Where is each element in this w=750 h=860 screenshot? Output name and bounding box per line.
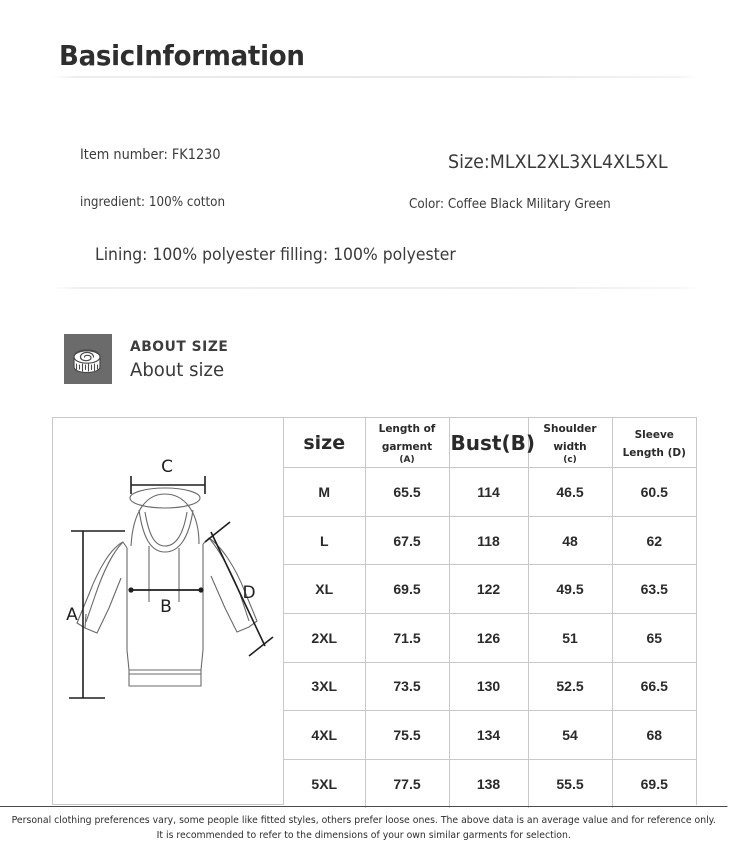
table-row — [284, 468, 696, 517]
about-size-title-sub: About size — [130, 359, 225, 381]
cell-length: 71.5 — [365, 614, 449, 663]
about-size-title-en: ABOUT SIZE — [130, 339, 229, 355]
table-row — [284, 516, 696, 565]
cell-bust: 122 — [449, 565, 528, 614]
diagram-label-b: B — [160, 597, 172, 617]
size-chart — [52, 417, 697, 805]
cell-bust: 130 — [449, 662, 528, 711]
table-row — [284, 759, 696, 808]
table-row — [284, 711, 696, 760]
cell-bust: 118 — [449, 516, 528, 565]
cell-sleeve: 62 — [612, 516, 696, 565]
cell-shoulder: 49.5 — [528, 565, 612, 614]
page-title: BasicInformation — [59, 39, 305, 72]
cell-sleeve: 69.5 — [612, 759, 696, 808]
cell-size: 4XL — [284, 711, 365, 760]
cell-shoulder: 55.5 — [528, 759, 612, 808]
column-header-bust: Bust(B) — [449, 418, 528, 468]
column-header-sleeve: Sleeve Length (D) — [612, 418, 696, 468]
cell-size: 5XL — [284, 759, 365, 808]
table-row — [284, 565, 696, 614]
cell-shoulder: 52.5 — [528, 662, 612, 711]
cell-sleeve: 66.5 — [612, 662, 696, 711]
cell-sleeve: 65 — [612, 614, 696, 663]
cell-shoulder: 46.5 — [528, 468, 612, 517]
about-size-heading — [64, 334, 234, 384]
diagram-label-d: D — [242, 583, 256, 603]
column-header-shoulder: Shoulder width (c) — [528, 418, 612, 468]
section-divider — [52, 287, 698, 289]
column-header-size: size — [284, 418, 365, 468]
cell-length: 65.5 — [365, 468, 449, 517]
cell-length: 75.5 — [365, 711, 449, 760]
about-size-text — [130, 334, 234, 381]
diagram-label-c: C — [161, 457, 173, 477]
cell-length: 73.5 — [365, 662, 449, 711]
info-ingredient: ingredient: 100% cotton — [80, 195, 226, 210]
column-header-length: Length of garment (A) — [365, 418, 449, 468]
cell-size: M — [284, 468, 365, 517]
cell-sleeve: 68 — [612, 711, 696, 760]
cell-shoulder: 48 — [528, 516, 612, 565]
cell-shoulder: 54 — [528, 711, 612, 760]
info-color: Color: Coffee Black Military Green — [409, 197, 611, 212]
cell-length: 77.5 — [365, 759, 449, 808]
cell-size: L — [284, 516, 365, 565]
cell-bust: 114 — [449, 468, 528, 517]
info-size: Size:MLXL2XL3XL4XL5XL — [448, 151, 668, 173]
basic-information-section — [0, 0, 750, 290]
cell-sleeve: 63.5 — [612, 565, 696, 614]
table-header-row — [284, 418, 696, 468]
cell-bust: 138 — [449, 759, 528, 808]
cell-size: XL — [284, 565, 365, 614]
cell-length: 67.5 — [365, 516, 449, 565]
diagram-label-a: A — [66, 605, 78, 625]
cell-bust: 134 — [449, 711, 528, 760]
cell-sleeve: 60.5 — [612, 468, 696, 517]
table-row — [284, 614, 696, 663]
cell-size: 3XL — [284, 662, 365, 711]
garment-diagram — [53, 418, 284, 804]
cell-bust: 126 — [449, 614, 528, 663]
table-row — [284, 662, 696, 711]
info-item-number: Item number: FK1230 — [80, 147, 221, 163]
cell-shoulder: 51 — [528, 614, 612, 663]
size-table — [284, 418, 696, 808]
tape-measure-icon — [64, 334, 112, 384]
footer-disclaimer: Personal clothing preferences vary, some people like fitted styles, others prefer loose ones. The above data is an average value and for reference only. It is recommended to refer to the dimensions of your own similar garments for selection. — [0, 806, 728, 844]
info-lining: Lining: 100% polyester filling: 100% polyester — [95, 245, 456, 265]
cell-size: 2XL — [284, 614, 365, 663]
cell-length: 69.5 — [365, 565, 449, 614]
